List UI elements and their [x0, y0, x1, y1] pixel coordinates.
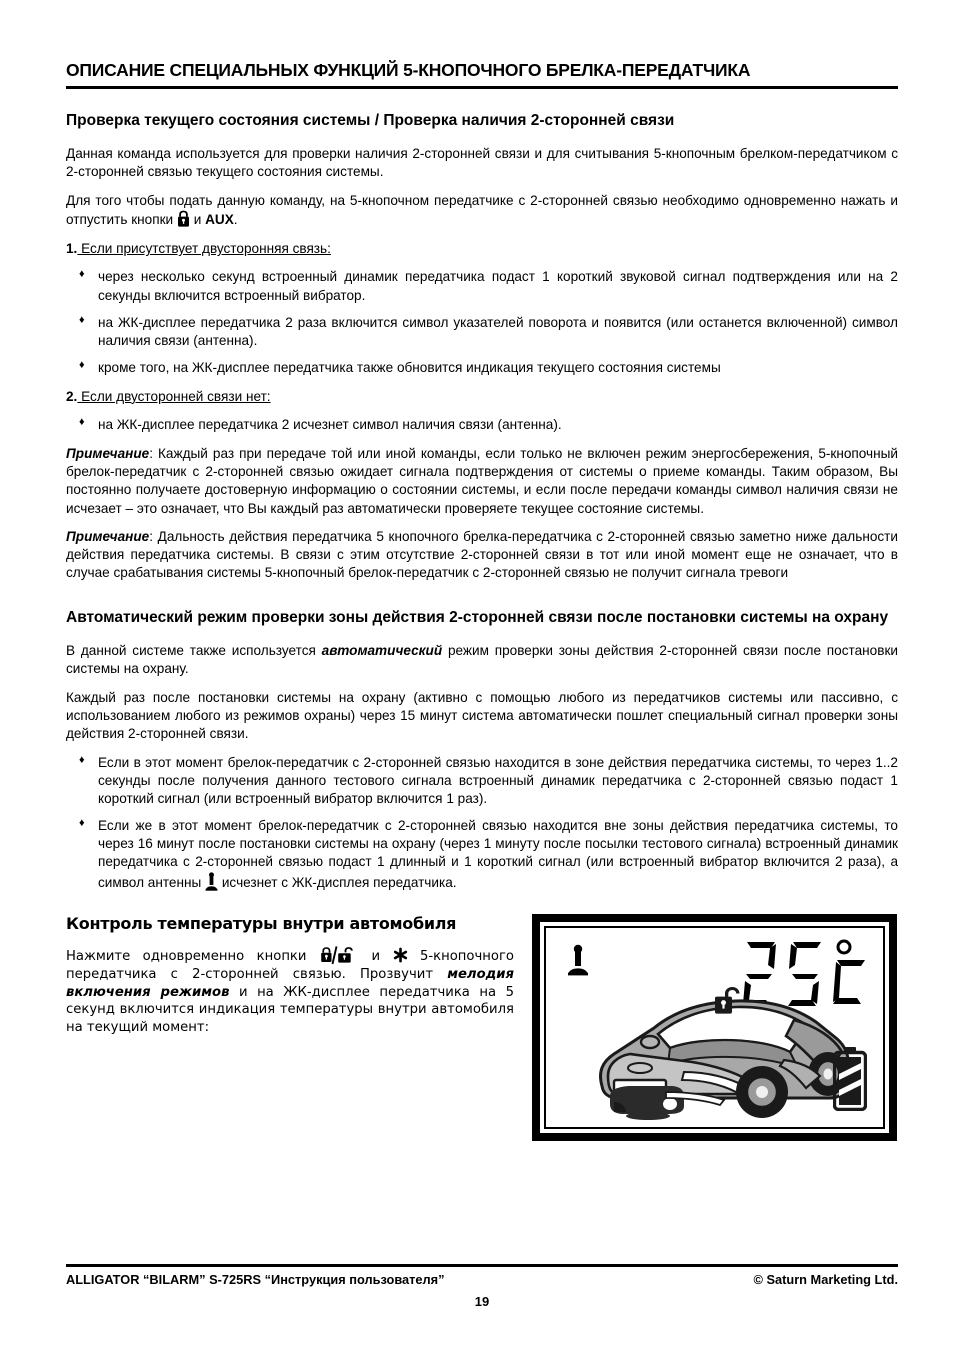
- list-item: [66, 817, 898, 891]
- para2-text-a: Для того чтобы подать данную команду, на 5-кнопочном передатчике с 2-сторонней связью необходимо одновременно нажать и отпустить кнопки: [66, 192, 898, 228]
- list-item: ♦ кроме того, на ЖК-дисплее передатчика также обновится индикация текущего состояния системы: [66, 359, 898, 377]
- list-2-label: [66, 388, 898, 406]
- list-1: [66, 268, 898, 376]
- section-2-heading: Автоматический режим проверки зоны действия 2-сторонней связи после постановки системы на охрану: [66, 608, 889, 626]
- battery-icon: [833, 1047, 867, 1111]
- s2-b2-a: Если же в этот момент брелок-передатчик с 2-сторонней связью находится вне зоны действия передатчика системы, то через 16 минут после постановки системы на охрану (через 1 минуту после посылки тестового сигнала) встроенный динамик передатчика с 2-сторонней связью подаст 1 длинный и 1 короткий сигнал (или встроенный вибратор включится 2 раза), а символ антенны: [98, 818, 898, 890]
- antenna-icon: [567, 944, 589, 976]
- footer-divider: [66, 1264, 898, 1267]
- lock-icon: [712, 984, 744, 1017]
- list-2: [66, 416, 898, 434]
- aux-button-label: AUX: [205, 212, 234, 228]
- s3-emphasis: мелодия включения режимов: [66, 966, 514, 1000]
- section-2-paragraph-2: Каждый раз после постановки системы на охрану (активно с помощью любого из передатчиков системы или пассивно, с использованием любого из режимов охраны) через 15 минут система автоматически пошлет специальный сигнал проверки зоны действия 2-сторонней связи.: [66, 689, 898, 741]
- note-1-label: Примечание: [66, 446, 150, 462]
- page-footer: [66, 1264, 898, 1309]
- note-2: [66, 528, 898, 582]
- s3-c: 5-кнопочного передатчика с 2-сторонней связью. Прозвучит: [66, 948, 514, 982]
- footer-right-text: © Saturn Marketing Ltd.: [753, 1272, 898, 1287]
- asterisk-icon: [393, 947, 408, 963]
- s3-d: и на ЖК-дисплее передатчика на 5 секунд включится индикация температуры внутри автомобиля на текущий момент:: [66, 984, 514, 1036]
- footer-row: [66, 1272, 898, 1287]
- section-3-paragraph: [66, 945, 514, 1038]
- page-number: 19: [474, 1294, 490, 1309]
- note-2-text: : Дальность действия передатчика 5 кнопочного брелка-передатчика с 2-сторонней связью заметно ниже дальности действия передатчика системы. В связи с этим отсутствие 2-сторонней связи в тот или иной момент еще не означает, что в случае срабатывания системы 5-кнопочный брелок-передатчик с 2-сторонней связью не получит сигнала тревоги: [66, 528, 898, 580]
- lock-unlock-icon: [319, 945, 359, 965]
- list-item: ♦ на ЖК-дисплее передатчика 2 раза включится символ указателей поворота и появится (или останется включенной) символ наличия связи (антенна).: [66, 314, 898, 350]
- list-2-number: 2.: [66, 388, 78, 404]
- antenna-icon: [205, 872, 218, 891]
- section-2-list: [66, 754, 898, 892]
- section-1-paragraph-1: Данная команда используется для проверки наличия 2-сторонней связи и для считывания 5-кнопочным брелком-передатчиком с 2-сторонней связью текущего состояния системы.: [66, 145, 898, 179]
- note-1: [66, 445, 898, 517]
- list-1-number: 1.: [66, 241, 78, 257]
- para2-text-b: и: [193, 212, 202, 228]
- list-item: ♦ через несколько секунд встроенный динамик передатчика подаст 1 короткий звуковой сигнал подтверждения или на 2 секунды включится встроенный вибратор.: [66, 268, 898, 304]
- list-2-label-text: Если двусторонней связи нет:: [77, 388, 271, 404]
- section-1-heading: Проверка текущего состояния системы / Проверка наличия 2-сторонней связи: [66, 112, 675, 129]
- list-item: ♦ Если в этот момент брелок-передатчик с 2-сторонней связью находится в зоне действия передатчика системы, то через 1..2 секунды после получения данного тестового сигнала встроенный динамик передатчика с 2-сторонней связью подаст 1 короткий сигнал (или встроенный вибратор включится 1 раз).: [66, 754, 898, 808]
- s3-a: Нажмите одновременно кнопки: [66, 948, 307, 964]
- page-title: ОПИСАНИЕ СПЕЦИАЛЬНЫХ ФУНКЦИЙ 5-КНОПОЧНОГО БРЕЛКА-ПЕРЕДАТЧИКА: [66, 60, 898, 89]
- s2-b2-b: исчезнет с ЖК-дисплея передатчика.: [221, 874, 457, 890]
- list-1-label: [66, 240, 898, 258]
- list-1-label-text: Если присутствует двусторонняя связь:: [77, 241, 331, 257]
- s2-p1-b: режим проверки зоны действия 2-сторонней связи после постановки системы на охрану.: [66, 642, 898, 676]
- para2-text-d: .: [233, 212, 238, 228]
- footer-left-text: ALLIGATOR “BILARM” S-725RS “Инструкция пользователя”: [66, 1272, 445, 1287]
- section-2-paragraph-1: [66, 642, 898, 678]
- temperature-text-block: [66, 914, 514, 1038]
- note-1-text: : Каждый раз при передаче той или иной команды, если только не включен режим энергосбережения, 5-кнопочный брелок-передатчик с 2-сторонней связью ожидает сигнала подтверждения от системы о приеме команды. Таким образом, Вы постоянно получаете достоверную информацию о состоянии системы, и если после передачи команды символ наличия связи не исчезает – это означает, что Вы каждый раз автоматически проверяете текущее состояние системы.: [66, 446, 898, 516]
- temperature-section: [66, 914, 898, 1141]
- s2-p1-a: В данной системе также используется: [66, 642, 322, 658]
- list-item: ♦ на ЖК-дисплее передатчика 2 исчезнет символ наличия связи (антенна).: [66, 416, 898, 434]
- s2-p1-emphasis: автоматический: [321, 642, 443, 658]
- note-2-label: Примечание: [66, 528, 150, 544]
- lcd-display: [532, 914, 897, 1141]
- s3-b: и: [371, 948, 381, 964]
- section-1-paragraph-2: [66, 192, 898, 229]
- section-3-heading: Контроль температуры внутри автомобиля: [66, 913, 457, 933]
- lock-icon: [177, 210, 190, 227]
